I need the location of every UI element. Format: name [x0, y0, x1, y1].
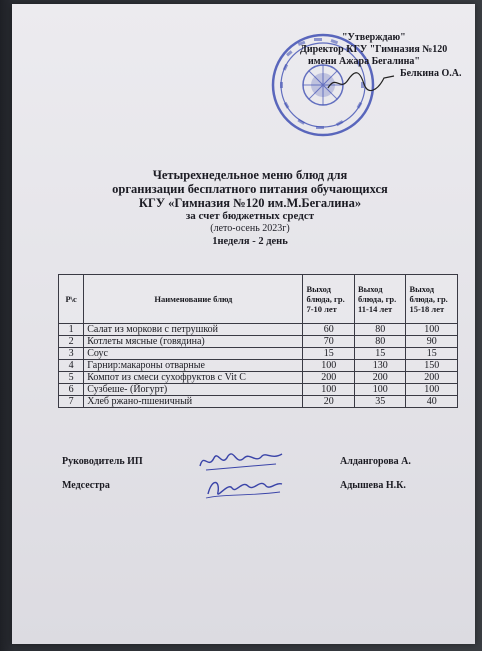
nurse-signature [202, 472, 284, 502]
menu-table [58, 274, 458, 408]
table-row [59, 324, 458, 336]
table-row [59, 360, 458, 372]
dish-name: Салат из моркови с петрушкой [84, 324, 303, 336]
row-number: 5 [59, 372, 84, 384]
portion-15-18: 90 [406, 336, 458, 348]
dish-name: Сузбеше- (Йогурт) [84, 384, 303, 396]
row-number: 7 [59, 396, 84, 408]
portion-15-18: 15 [406, 348, 458, 360]
portion-7-10: 20 [303, 396, 355, 408]
portion-11-14: 80 [354, 324, 406, 336]
head-name: Алдангорова А. [340, 456, 411, 467]
approval-director: Директор КГУ "Гимназия №120 [300, 44, 448, 55]
header-portion-11-14: Выход блюда, гр. 11-14 лет [354, 275, 406, 324]
portion-11-14: 100 [354, 384, 406, 396]
portion-15-18: 100 [406, 324, 458, 336]
title-line-4: за счет бюджетных средст [185, 210, 315, 222]
portion-15-18: 200 [406, 372, 458, 384]
head-role-label: Руководитель ИП [62, 456, 143, 467]
header-number: Р\с [59, 275, 84, 324]
title-line-2: организации бесплатного питания обучающихся [112, 182, 388, 196]
portion-7-10: 100 [303, 360, 355, 372]
portion-11-14: 80 [354, 336, 406, 348]
dish-name: Соус [84, 348, 303, 360]
title-line-3: КГУ «Гимназия №120 им.М.Бегалина» [138, 196, 362, 210]
portion-7-10: 60 [303, 324, 355, 336]
header-dish-name: Наименование блюд [84, 275, 303, 324]
table-row [59, 336, 458, 348]
portion-11-14: 200 [354, 372, 406, 384]
portion-15-18: 40 [406, 396, 458, 408]
header-portion-7-10: Выход блюда, гр. 7-10 лет [303, 275, 355, 324]
nurse-role-label: Медсестра [62, 480, 110, 491]
row-number: 6 [59, 384, 84, 396]
table-row [59, 372, 458, 384]
dish-name: Гарнир:макароны отварные [84, 360, 303, 372]
title-line-1: Четырехнедельное меню блюд для [152, 168, 348, 182]
portion-11-14: 35 [354, 396, 406, 408]
header-portion-15-18: Выход блюда, гр. 15-18 лет [406, 275, 458, 324]
title-season: (лето-осень 2023г) [210, 223, 290, 234]
portion-15-18: 100 [406, 384, 458, 396]
portion-7-10: 70 [303, 336, 355, 348]
head-signature [196, 446, 286, 474]
table-row [59, 396, 458, 408]
table-row [59, 384, 458, 396]
portion-11-14: 15 [354, 348, 406, 360]
table-header-row [59, 275, 458, 324]
document-title [100, 168, 400, 248]
dish-name: Котлеты мясные (говядина) [84, 336, 303, 348]
row-number: 4 [59, 360, 84, 372]
dish-name: Хлеб ржано-пшеничный [84, 396, 303, 408]
portion-11-14: 130 [354, 360, 406, 372]
dish-name: Компот из смеси сухофруктов с Vit C [84, 372, 303, 384]
title-week-day: 1неделя - 2 день [212, 236, 288, 247]
approval-signatory: Белкина О.А. [400, 68, 462, 79]
row-number: 3 [59, 348, 84, 360]
portion-7-10: 100 [303, 384, 355, 396]
row-number: 2 [59, 336, 84, 348]
table-row [59, 348, 458, 360]
approval-heading: "Утверждаю" [342, 32, 406, 43]
portion-15-18: 150 [406, 360, 458, 372]
row-number: 1 [59, 324, 84, 336]
portion-7-10: 15 [303, 348, 355, 360]
director-signature [326, 70, 396, 94]
portion-7-10: 200 [303, 372, 355, 384]
approval-school-name: имени Ажара Бегалина" [308, 56, 420, 67]
nurse-name: Адышева Н.К. [340, 480, 406, 491]
